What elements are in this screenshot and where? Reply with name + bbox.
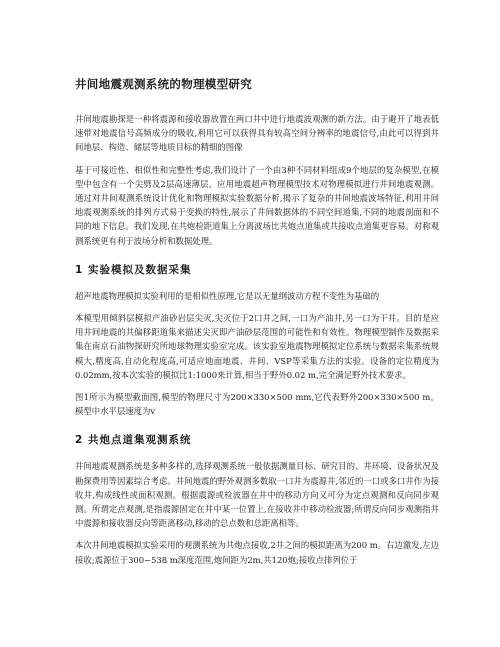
- paper-title: 井间地震观测系统的物理模型研究: [75, 77, 252, 91]
- paper-page: [75, 76, 439, 575]
- section-2-paragraph-1: 井间地震观测系统是多种多样的,选择观测系统一般依据测量目标、研究目的、井环境、设备状况及勘探费用等因素综合考虑。井间地震的野外观测多数取一口井为震源井,邻近的一口或多口井作为接收井,构成线性或面积观测。根据震源或检波器在井中的移动方向又可分为定点观测和反向同步观测。所谓定点观测,是指震源固定在井中某一位置上,在接收井中移动检波器;所谓反向同步观测指井中震源和接收器反向等距离移动,移动的总点数和总距离相等。: [75, 461, 439, 529]
- section-1-paragraph-2: 本模型用倾斜层模拟产油砂岩层尖灭,尖灭位于2口井之间,一口为产油井,另一口为干井。目的是应用井间地震的共偏移距道集来描述尖灭即产油砂层范围的可能性和有效性。物理模型制作及数据采集在南京石油物探研究所地球物理实验室完成。该实验室地震物理模拟定位系统与数据采集系统规模大,精度高,自动化程度高,可适应地面地震、井间、VSP等采集方法的实验。设备的定位精度为0.02mm,按本次实验的模拟比1:1000来计算,相当于野外0.02 m,完全满足野外技术要求。: [75, 313, 439, 380]
- intro-paragraph-1: 井间地震勘探是一种将震源和接收器放置在两口井中进行地震波观测的新方法。由于避开了地表低速带对地震信号高频成分的吸收,利用它可以获得具有较高空间分辨率的地震信号,由此可以得到井间地层、构造、储层等地质目标的精细的图像: [75, 114, 439, 153]
- section-1-paragraph-1: 超声地震物理模拟实验利用的是相似性原理,它是以无量纲波动方程不变性为基础的: [75, 290, 380, 301]
- section-1-paragraph-3: 图1所示为模型截面图,模型的物理尺寸为200×330×500 mm,它代表野外200×330×500 m。模型中水平层速度为v: [75, 392, 439, 417]
- section-2-paragraph-2: 本次井间地震模拟实验采用的观测系统为共炮点接收,2井之间的模拟距离为200 m。右边激发,左边接收;震源位于300~538 m深度范围,炮间距为2m,共120炮;接收点排列位于: [75, 540, 439, 565]
- section-2-heading: 2 共炮点道集观测系统: [75, 434, 192, 447]
- section-1-heading: 1 实验模拟及数据采集: [75, 263, 192, 276]
- intro-paragraph-2: 基于可接近性、相似性和完整性考虑,我们设计了一个由3种不同材料组成9个地层的复杂模型,在模型中包含有一个尖劈及2层高速薄层。应用地震超声物理模型技术对物理模拟进行井间地震观测。通过对井间观测系统设计优化和物理模拟实验数据分析,揭示了复杂的井间地震波场特征,利用井间地震观测系统的排列方式易于变换的特性,展示了井间数据体的不同空间道集,不同的地震剖面和不同的地下信息。我们发现,在共炮检距道集上分离波场比共炮点道集或共接收点道集更容易。对称观测系统更有利于波场分析和数据处理。: [75, 164, 439, 246]
